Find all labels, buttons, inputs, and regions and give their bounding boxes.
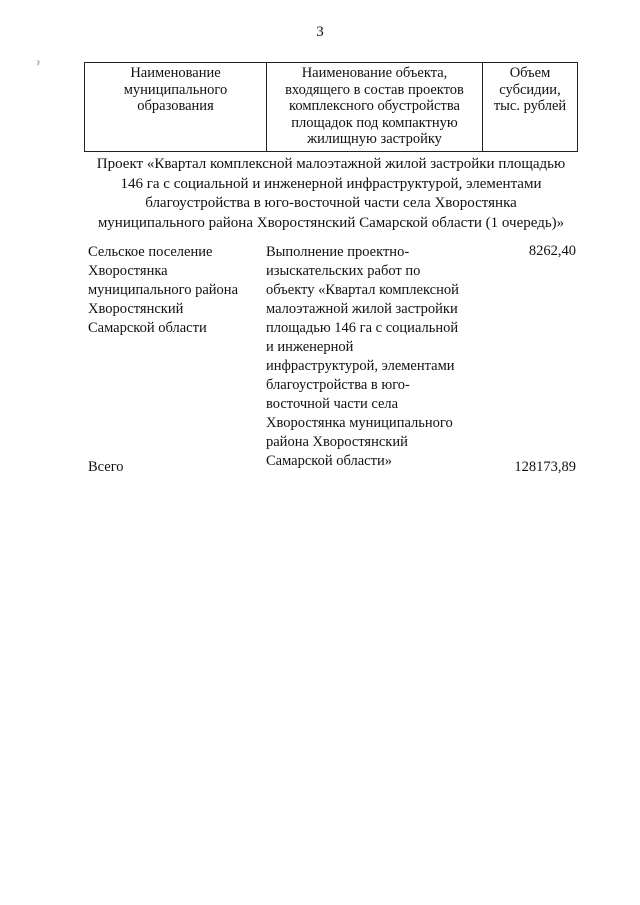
table-header — [84, 62, 578, 152]
object-line: благоустройства в юго- — [266, 377, 410, 393]
municipality-line: муниципального района — [88, 282, 238, 298]
object-line: малоэтажной жилой застройки — [266, 301, 458, 317]
object-line: инфраструктурой, элементами — [266, 358, 455, 374]
municipality-line: Самарской области — [88, 320, 207, 336]
header-line: Наименование объекта, — [301, 65, 448, 81]
object-line: объекту «Квартал комплексной — [266, 282, 459, 298]
project-title-line: Проект «Квартал комплексной малоэтажной жилой застройки площадью — [96, 156, 566, 172]
object-line: Хворостянка муниципального — [266, 415, 453, 431]
object-line: площадью 146 га с социальной — [266, 320, 459, 336]
row-object — [266, 243, 481, 471]
header-object — [267, 63, 483, 151]
header-line: образования — [137, 98, 214, 114]
stray-mark: ˀ — [37, 60, 40, 71]
header-line: входящего в состав проектов — [285, 81, 464, 98]
object-line: района Хворостянский — [266, 434, 408, 450]
municipality-line: Хворостянский — [88, 301, 184, 317]
header-line: субсидии, — [499, 81, 561, 98]
project-title-line: 146 га с социальной и инженерной инфраструктурой, элементами — [120, 175, 542, 192]
municipality-line: Сельское поселение — [88, 244, 213, 260]
object-line: изыскательских работ по — [266, 263, 421, 279]
total-amount: 128173,89 — [514, 459, 576, 475]
row-amount: 8262,40 — [528, 243, 576, 259]
header-subsidy — [483, 63, 577, 151]
header-line: Объем — [509, 65, 551, 81]
project-title-line: муниципального района Хворостянский Самарской области (1 очередь)» — [97, 214, 565, 231]
page-number: 3 — [316, 24, 324, 40]
project-title — [84, 155, 578, 233]
project-title-line: благоустройства в юго-восточной части села Хворостянка — [145, 195, 517, 211]
header-municipality — [85, 63, 267, 151]
object-line: и инженерной — [266, 339, 354, 355]
header-line: Наименование — [130, 65, 221, 81]
row-municipality — [88, 243, 263, 338]
object-line: Выполнение проектно- — [266, 244, 410, 260]
header-line: комплексного обустройства — [289, 98, 460, 114]
total-label: Всего — [88, 459, 124, 475]
header-line: площадок под компактную — [291, 114, 458, 131]
header-line: тыс. рублей — [493, 98, 567, 114]
municipality-line: Хворостянка — [88, 263, 168, 279]
header-line: муниципального — [123, 81, 228, 98]
object-line: восточной части села — [266, 396, 399, 412]
object-line: Самарской области» — [266, 453, 392, 469]
header-line: жилищную застройку — [307, 131, 442, 147]
